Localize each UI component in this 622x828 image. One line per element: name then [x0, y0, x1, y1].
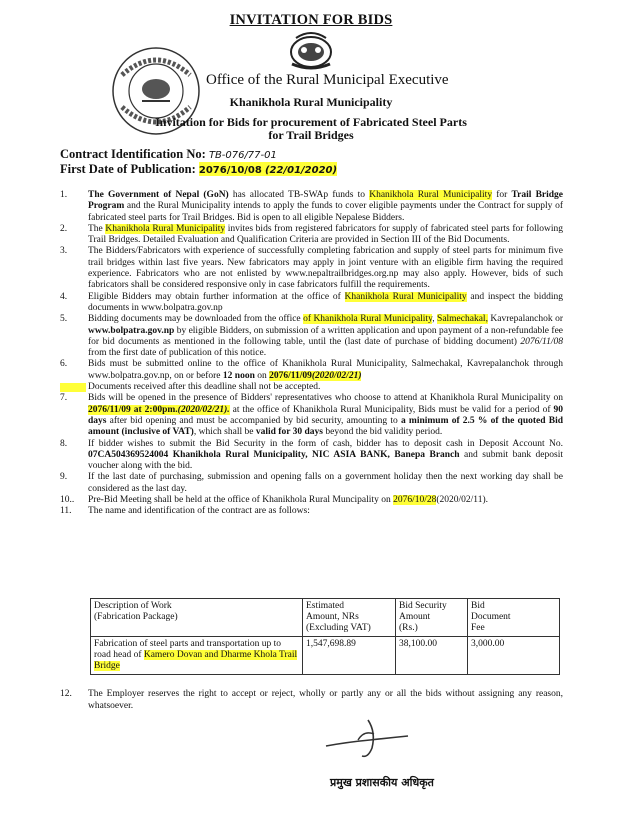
- item-text: The Bidders/Fabricators with experience of successfully completing fabrication and supply of steel parts for minimum five trail bridges within last five years. New fabricators may apply in joint venture with an eligible firm having the required experience. Fabricators who are not enlisted by www.nepaltrailbridges.org.np may also apply. However, bids of such fabricators shall be considered responsive only in case fabricators fulfill the requirements.: [88, 246, 563, 291]
- item-number: 9.: [60, 472, 68, 483]
- document-subtitle: [0, 116, 622, 142]
- item-number: 1.: [60, 190, 68, 200]
- item-number: 7.: [60, 393, 68, 404]
- item-text: Bidding documents may be downloaded from the office of Khanikhola Rural Municipality, Salmechakal, Kavrepalanchok or www.bolpatra.gov.np by eligible Bidders, on submission of a written application and upon payment of a non-refundable fee for bid documents as mentioned in the following table, until the (last date of purchase of bidding document) 2076/11/08 from the first date of publication of this notice.: [88, 314, 563, 359]
- notice-item: [60, 382, 563, 393]
- notice-item: [60, 190, 563, 224]
- item-number: 4.: [60, 291, 68, 302]
- notice-item: [60, 472, 563, 495]
- item-text: The Khanikhola Rural Municipality invites bids from registered fabricators for supply of fabricated steel parts for following Trail Bridges. Detailed Evaluation and Qualification Criteria are provided in Section III of the Bid Documents.: [88, 223, 563, 246]
- table-row: [91, 637, 560, 675]
- table-header-fee: Bid Document Fee: [468, 599, 560, 637]
- item-number: 6.: [60, 359, 68, 370]
- table-header-security: Bid Security Amount (Rs.): [396, 599, 468, 637]
- bid-table: [90, 598, 560, 675]
- highlight-mark: [60, 383, 86, 392]
- item-number: 10..: [60, 495, 75, 506]
- item-text: If bidder wishes to submit the Bid Security in the form of cash, bidder has to deposit cash in Deposit Account No. 07CA504369524004 Khanikhola Rural Municipality, NIC ASIA BANK, Banepa Branch and submit bank deposit voucher along with the bid.: [88, 438, 563, 472]
- item-text: Documents received after this deadline shall not be accepted.: [88, 382, 321, 393]
- contract-value: TB-076/77-01: [208, 150, 277, 161]
- notice-item: [60, 393, 563, 438]
- subtitle-line: Invitation for Bids for procurement of Fabricated Steel Parts: [155, 115, 467, 129]
- table-header-amount: Estimated Amount, NRs (Excluding VAT): [303, 599, 396, 637]
- official-stamp: प्रमुख प्रशासकीय अधिकृत: [330, 776, 434, 789]
- notice-item: [60, 246, 563, 291]
- item-number: 3.: [60, 246, 68, 257]
- item-number: 11.: [60, 506, 72, 517]
- notice-item: [60, 314, 563, 359]
- item-text: Bids must be submitted online to the office of Khanikhola Rural Municipality, Salmechakal, Kavrepalanchok through www.bolpatra.gov.np, on or before 12 noon on 2076/11/09(2020/02/21): [88, 359, 563, 381]
- notice-item: [60, 439, 563, 473]
- notice-item: [60, 506, 563, 517]
- item-number: 2.: [60, 223, 68, 234]
- page-title: INVITATION FOR BIDS: [229, 12, 393, 28]
- item-text: The Employer reserves the right to accept or reject, wholly or partly any or all the bids without assigning any reason, whatsoever.: [88, 689, 563, 711]
- table-header-row: [91, 599, 560, 637]
- item-text: The name and identification of the contract are as follows:: [88, 506, 310, 517]
- item-number: 12.: [60, 689, 72, 699]
- subtitle-line: for Trail Bridges: [268, 128, 354, 142]
- item-text: The Government of Nepal (GoN) has allocated TB-SWAp funds to Khanikhola Rural Municipality for Trail Bridge Program and the Rural Municipality intends to apply the funds to cover eligible payments under the Contract for supply of fabricated steel parts for Trail Bridges. Bid is open to all eligible Nepalese Bidders.: [88, 190, 564, 223]
- publication-date: [60, 162, 337, 177]
- notice-item: [60, 359, 563, 382]
- nepal-emblem-icon: [282, 30, 340, 70]
- item-number: 5.: [60, 314, 68, 325]
- notice-item-12: [60, 688, 563, 712]
- contract-label: Contract Identification No:: [60, 147, 206, 161]
- item-text: Bids will be opened in the presence of Bidders' representatives who choose to attend at Khanikhola Rural Municipality on 2076/11/09 at 2:00pm.(2020/02/21). at the office of Khanikhola Rural Municipality, Bids must be valid for a period of 90 days after bid opening and must be accompanied by bid security, amounting to a minimum of 2.5 % of the quoted Bid amount (inclusive of VAT), which shall be valid for 30 days beyond the bid validity period.: [88, 393, 563, 438]
- notice-items: [60, 190, 563, 518]
- table-cell-fee: 3,000.00: [468, 637, 560, 675]
- notice-item: [60, 224, 563, 247]
- table-header-description: Description of Work (Fabrication Package): [91, 599, 303, 637]
- table-cell-security: 38,100.00: [396, 637, 468, 675]
- table-cell-amount: 1,547,698.89: [303, 637, 396, 675]
- item-text: Eligible Bidders may obtain further information at the office of Khanikhola Rural Municipality and inspect the bidding documents in www.bolpatra.gov.np: [88, 291, 563, 313]
- signature-icon: [318, 712, 438, 762]
- notice-item: [60, 292, 563, 315]
- publication-value-ad: (22/01/2020): [264, 165, 338, 176]
- item-text: If the last date of purchasing, submission and opening falls on a government holiday then the next working day shall be considered as the last day.: [88, 472, 563, 494]
- notice-item: [60, 495, 563, 506]
- contract-identification: [60, 147, 277, 162]
- office-name: Office of the Rural Municipal Executive: [206, 72, 449, 88]
- table-cell-description: Fabrication of steel parts and transportation up to road head of Kamero Dovan and Dharme Khola Trail Bridge: [91, 637, 303, 675]
- municipality-name: Khanikhola Rural Municipality: [229, 95, 393, 109]
- item-text: Pre-Bid Meeting shall be held at the office of Khanikhola Rural Muncipality on 2076/10/28(2020/02/11).: [88, 495, 488, 506]
- item-number: 8.: [60, 438, 68, 449]
- publication-label: First Date of Publication:: [60, 162, 196, 176]
- publication-value: 2076/10/08: [198, 165, 262, 176]
